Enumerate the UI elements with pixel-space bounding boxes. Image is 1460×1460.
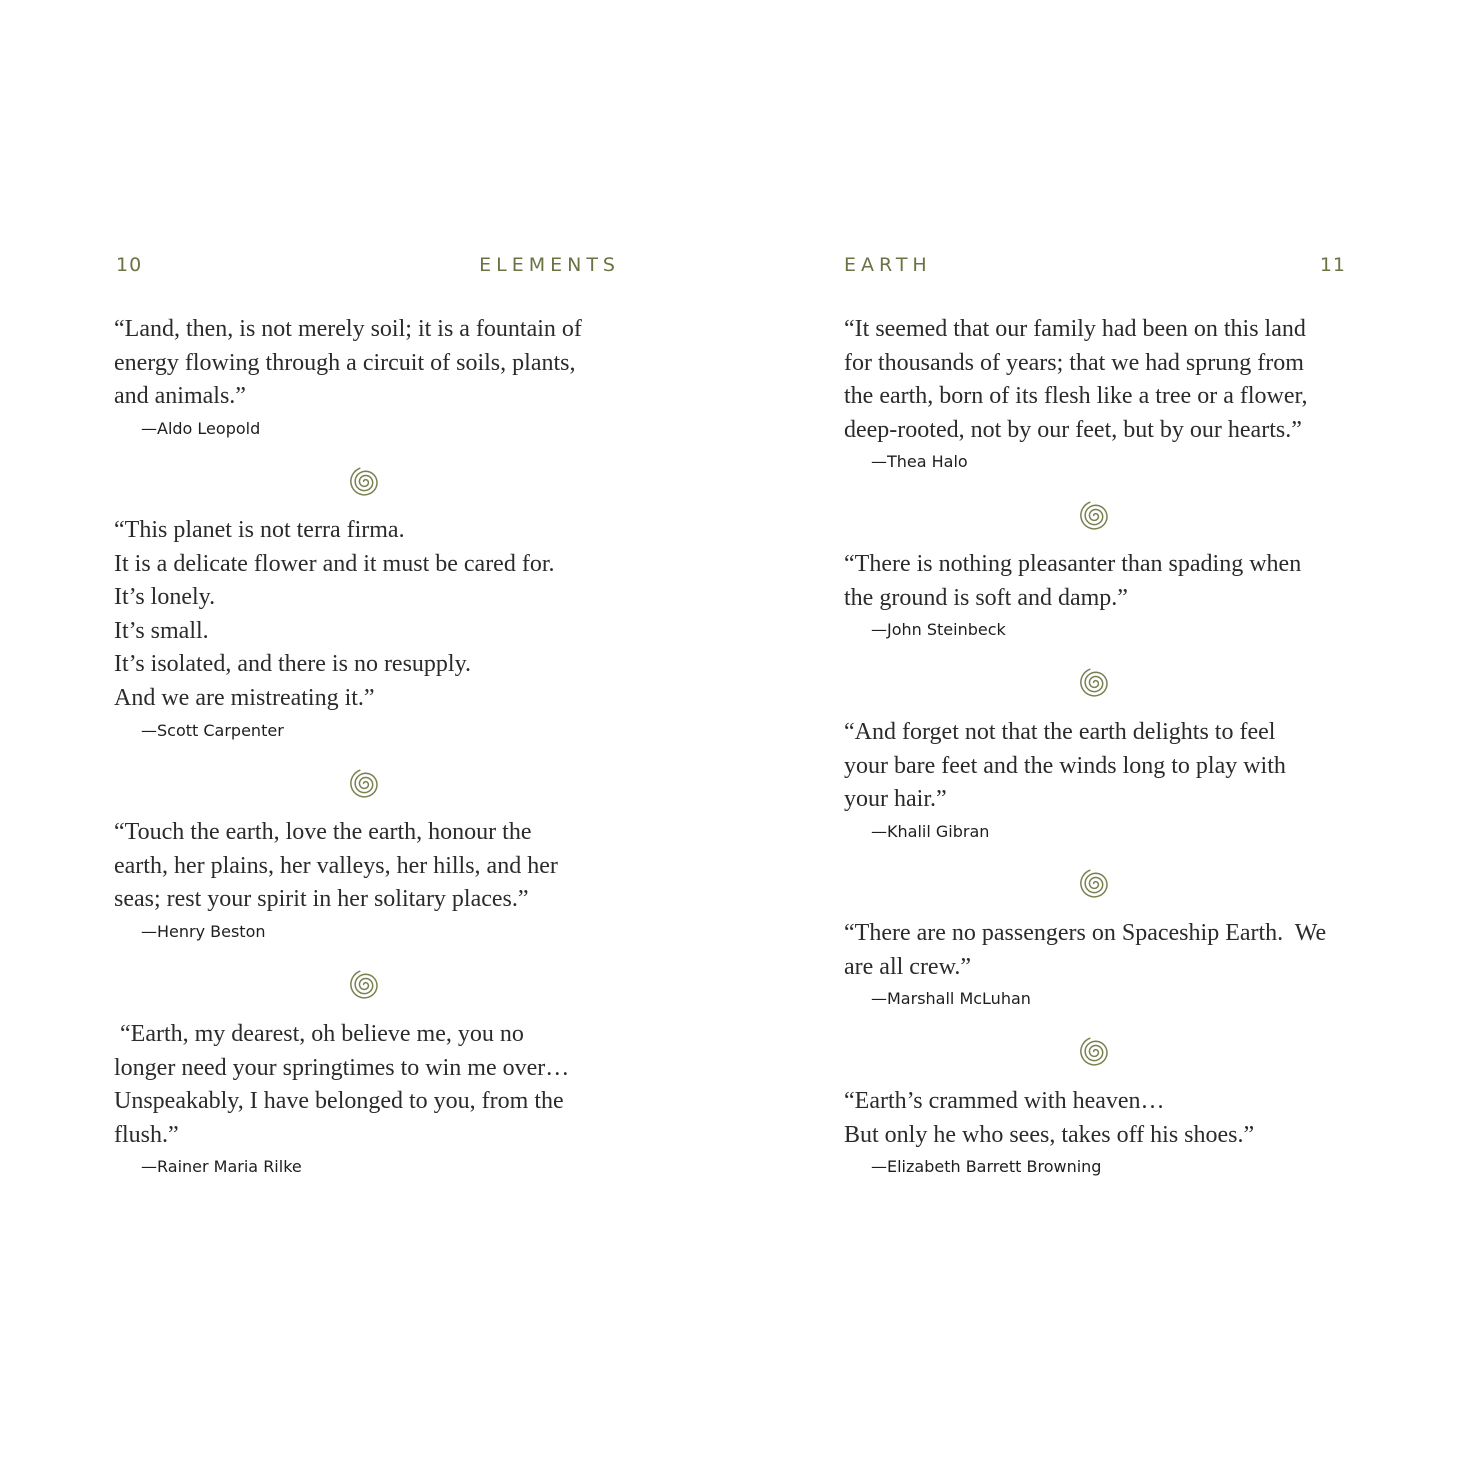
spiral-icon bbox=[1077, 498, 1113, 534]
quote-line: “There are no passengers on Spaceship Earth. We bbox=[844, 920, 1327, 946]
quote-text bbox=[114, 1018, 620, 1152]
quote-line: your bare feet and the winds long to play with bbox=[844, 752, 1286, 779]
spiral-icon bbox=[1077, 665, 1113, 701]
quote-line: for thousands of years; that we had sprung from bbox=[844, 349, 1304, 376]
quote-line: your hair.” bbox=[844, 786, 947, 813]
left-running-head bbox=[114, 254, 620, 280]
quote-line: flush.” bbox=[114, 1121, 179, 1148]
quote-line: are all crew.” bbox=[844, 953, 972, 980]
quote-line: the earth, born of its flesh like a tree or a flower, bbox=[844, 383, 1308, 410]
quote-text bbox=[844, 313, 1348, 447]
quote-attribution: —Elizabeth Barrett Browning bbox=[871, 1157, 1102, 1177]
quote-attribution: —Marshall McLuhan bbox=[871, 989, 1031, 1009]
quote-line: longer need your springtimes to win me over… bbox=[114, 1054, 570, 1081]
spiral-icon bbox=[347, 464, 383, 500]
left-page bbox=[114, 0, 620, 1460]
right-page bbox=[844, 0, 1348, 1460]
quote-line: “Earth, my dearest, oh believe me, you no bbox=[114, 1021, 524, 1047]
quote-text bbox=[844, 1085, 1348, 1152]
quote-line: “This planet is not terra firma. bbox=[114, 517, 405, 543]
quote-line: the ground is soft and damp.” bbox=[844, 584, 1128, 611]
quote-line: But only he who sees, takes off his shoes.” bbox=[844, 1121, 1255, 1148]
quote-line: earth, her plains, her valleys, her hills, and her bbox=[114, 852, 558, 879]
page-number: 11 bbox=[1319, 254, 1346, 276]
quote-line: It’s small. bbox=[114, 617, 209, 644]
quote-text bbox=[114, 514, 620, 716]
quote-block bbox=[114, 514, 620, 741]
quote-line: It’s lonely. bbox=[114, 584, 216, 611]
quote-text bbox=[844, 548, 1348, 615]
spiral-icon bbox=[347, 967, 383, 1003]
quote-line: energy flowing through a circuit of soils, plants, bbox=[114, 349, 576, 376]
quote-line: “And forget not that the earth delights to feel bbox=[844, 719, 1276, 745]
quote-line: “Touch the earth, love the earth, honour the bbox=[114, 819, 532, 845]
quote-attribution: —John Steinbeck bbox=[871, 620, 1006, 640]
quote-block bbox=[114, 313, 620, 439]
quote-line: and animals.” bbox=[114, 383, 246, 410]
quote-block bbox=[844, 716, 1348, 842]
quote-attribution: —Thea Halo bbox=[871, 452, 968, 472]
quote-block bbox=[844, 548, 1348, 640]
page-number: 10 bbox=[116, 254, 143, 276]
spiral-icon bbox=[1077, 866, 1113, 902]
section-title: ELEMENTS bbox=[479, 254, 620, 276]
spiral-icon bbox=[1077, 1034, 1113, 1070]
quote-block bbox=[844, 313, 1348, 472]
quote-attribution: —Rainer Maria Rilke bbox=[141, 1157, 302, 1177]
section-title: EARTH bbox=[844, 254, 932, 276]
right-running-head bbox=[844, 254, 1348, 280]
quote-attribution: —Aldo Leopold bbox=[141, 418, 261, 438]
quote-line: seas; rest your spirit in her solitary places.” bbox=[114, 886, 529, 913]
quote-text bbox=[844, 716, 1348, 817]
quote-line: deep-rooted, not by our feet, but by our hearts.” bbox=[844, 416, 1302, 443]
quote-line: It is a delicate flower and it must be cared for. bbox=[114, 550, 555, 577]
quote-line: “It seemed that our family had been on this land bbox=[844, 316, 1306, 342]
quote-line: It’s isolated, and there is no resupply. bbox=[114, 651, 472, 678]
quote-line: “Land, then, is not merely soil; it is a fountain of bbox=[114, 316, 582, 342]
quote-line: And we are mistreating it.” bbox=[114, 684, 375, 711]
quote-line: “There is nothing pleasanter than spading when bbox=[844, 551, 1302, 577]
quote-attribution: —Henry Beston bbox=[141, 921, 266, 941]
quote-text bbox=[114, 313, 620, 414]
quote-block bbox=[844, 917, 1348, 1009]
quote-line: Unspeakably, I have belonged to you, from the bbox=[114, 1088, 564, 1115]
spiral-icon bbox=[347, 766, 383, 802]
quote-text bbox=[844, 917, 1348, 984]
quote-line: “Earth’s crammed with heaven… bbox=[844, 1088, 1165, 1114]
quote-block bbox=[114, 816, 620, 942]
quote-attribution: —Khalil Gibran bbox=[871, 821, 990, 841]
quote-block bbox=[114, 1018, 620, 1177]
quote-block bbox=[844, 1085, 1348, 1177]
quote-attribution: —Scott Carpenter bbox=[141, 720, 284, 740]
quote-text bbox=[114, 816, 620, 917]
